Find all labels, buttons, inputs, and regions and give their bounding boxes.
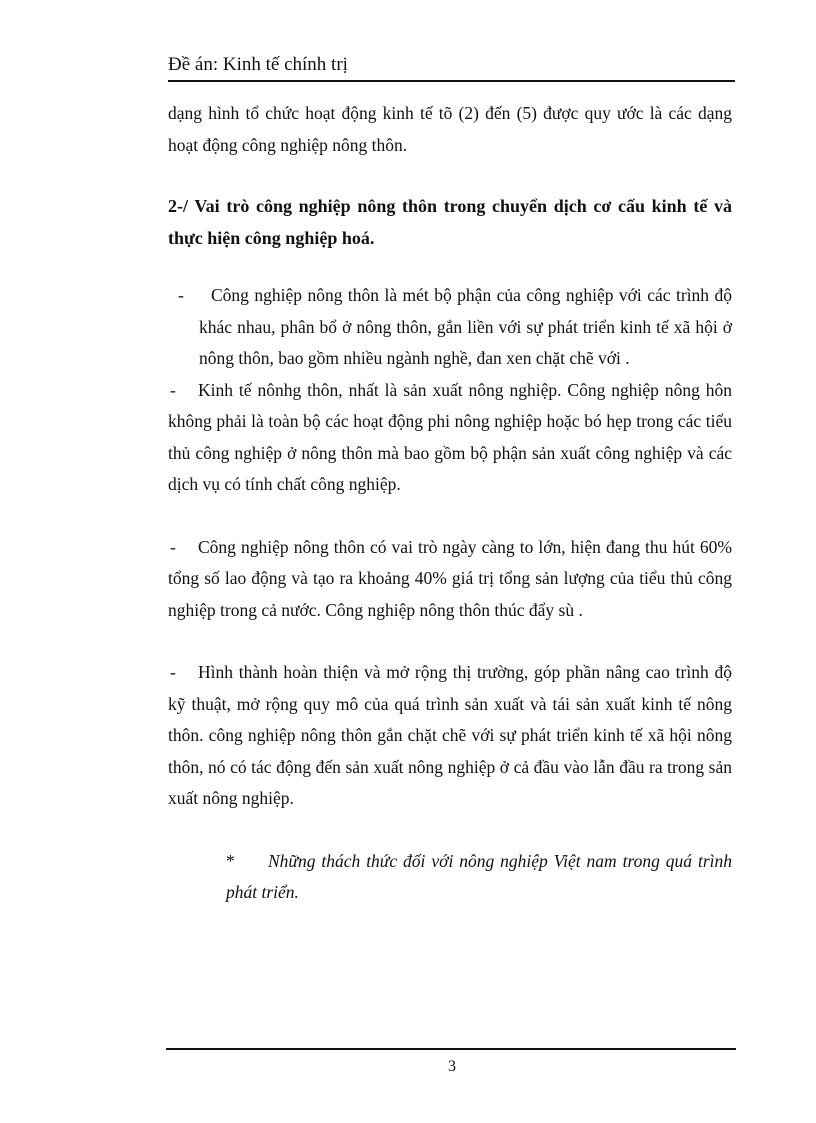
note-text: Những thách thức đối với nông nghiệp Việt nam trong quá trình phát triển. bbox=[226, 850, 732, 902]
italic-note bbox=[168, 846, 732, 909]
bullet-dash: - bbox=[178, 285, 184, 305]
bullet-paragraph-1 bbox=[168, 280, 732, 375]
asterisk-marker: * bbox=[226, 850, 235, 871]
section-heading: 2-/ Vai trò công nghiệp nông thôn trong chuyển dịch cơ cấu kinh tế và thực hiện công nghiệp hoá. bbox=[168, 196, 732, 248]
bullet-paragraph-4 bbox=[168, 657, 732, 815]
page-number: 3 bbox=[448, 1058, 456, 1075]
bullet-dash: - bbox=[170, 662, 176, 682]
bullet-text: Công nghiệp nông thôn có vai trò ngày càng to lớn, hiện đang thu hút 60% tổng số lao động và tạo ra khoảng 40% giá trị tổng sản lượng của tiểu thủ công nghiệp trong cả nước. Công nghiệp nông thôn thúc đẩy sù . bbox=[168, 536, 732, 620]
header-title: Đề án: Kinh tế chính trị bbox=[168, 54, 348, 75]
bullet-text: Hình thành hoàn thiện và mở rộng thị trường, góp phần nâng cao trình độ kỹ thuật, mở rộng quy mô của quá trình sản xuất và tái sản xuất kinh tế nông thôn. công nghiệp nông thôn gắn chặt chẽ với sự phát triển kinh tế xã hội nông thôn, nó có tác động đến sản xuất nông nghiệp ở cả đầu vào lẫn đầu ra trong sản xuất nông nghiệp. bbox=[168, 662, 732, 808]
intro-paragraph: dạng hình tổ chức hoạt động kinh tế tõ (2) đến (5) được quy ước là các dạng hoạt động công nghiệp nông thôn. bbox=[168, 103, 732, 155]
footer-divider bbox=[166, 1048, 736, 1050]
document-body bbox=[168, 98, 732, 909]
bullet-text: Công nghiệp nông thôn là mét bộ phận của công nghiệp với các trình độ khác nhau, phân bổ ở nông thôn, gắn liền với sự phát triển kinh tế xã hội ở nông thôn, bao gồm nhiều ngành nghề, đan xen chặt chẽ với . bbox=[199, 285, 732, 368]
bullet-dash: - bbox=[170, 536, 176, 557]
document-header bbox=[168, 52, 735, 82]
bullet-dash: - bbox=[170, 379, 176, 400]
bullet-paragraph-3 bbox=[168, 532, 732, 627]
bullet-text: Kinh tế nônhg thôn, nhất là sản xuất nông nghiệp. Công nghiệp nông hôn không phải là toàn bộ các hoạt động phi nông nghiệp hoặc bó hẹp trong các tiểu thủ công nghiệp ở nông thôn mà bao gồm bộ phận sản xuất công nghiệp và các dịch vụ có tính chất công nghiệp. bbox=[168, 379, 732, 494]
bullet-paragraph-2 bbox=[168, 375, 732, 501]
